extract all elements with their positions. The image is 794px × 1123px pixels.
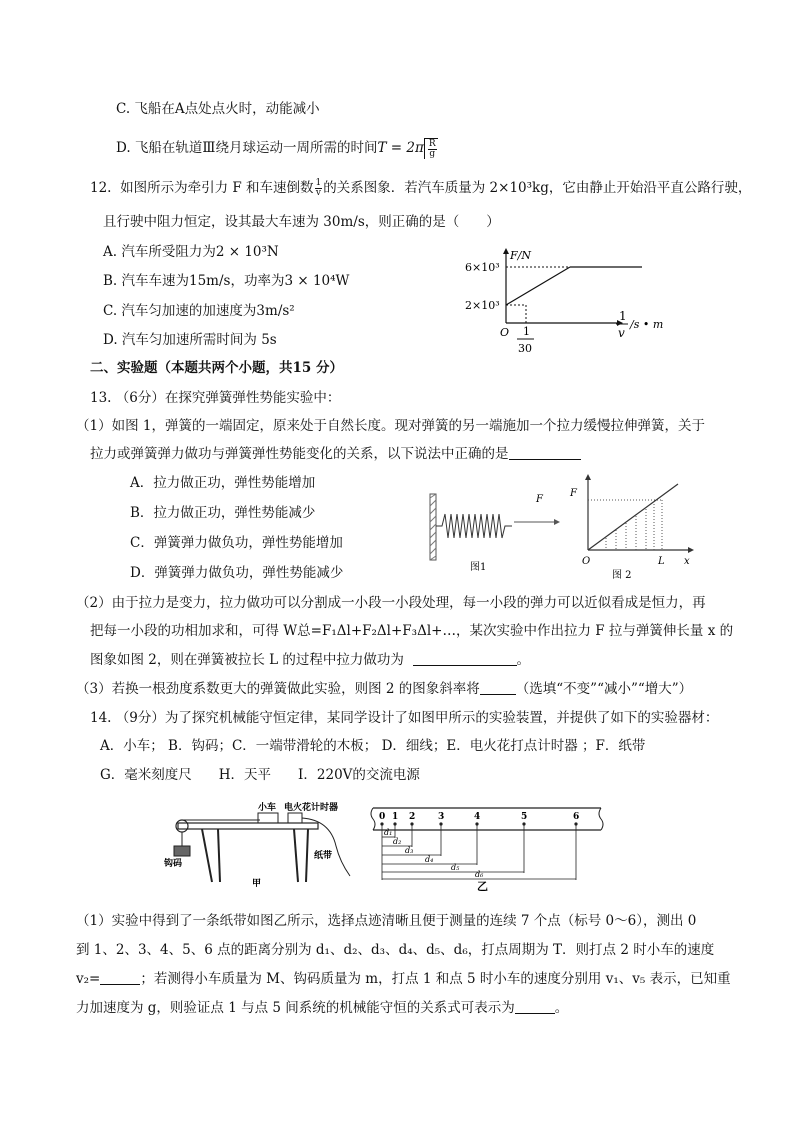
q13-p3: （3）若换一根劲度系数更大的弹簧做此实验，则图 2 的图象斜率将 （选填“不变”“减小”“增大”）: [76, 681, 693, 697]
q14-yi-point-4: 4: [474, 812, 481, 822]
q14-yi-d4: d₄: [425, 855, 434, 864]
q13-p2-answer-blank[interactable]: [413, 651, 517, 666]
q14-energy-answer-blank[interactable]: [515, 999, 555, 1014]
q14-header: 14. （9分）为了探究机械能守恒定律，某同学设计了如图甲所示的实验装置，并提供了如下的实验器材：: [90, 710, 719, 726]
q12-graph-x-tick-den: 30: [518, 342, 532, 355]
q12-force-graph: [462, 248, 672, 358]
q13-p1-answer-blank[interactable]: [509, 445, 581, 460]
q14-jia-weight-label: 钩码: [164, 859, 183, 869]
q12-option-c: C. 汽车匀加速的加速度为3m/s²: [103, 303, 295, 319]
q14-yi-d1: d₁: [384, 828, 393, 837]
q14-p1-line1: （1）实验中得到了一条纸带如图乙所示，选择点迹清晰且便于测量的连续 7 个点（标号 0～6），测出 0: [76, 913, 697, 929]
q13-fig2-x-label: x: [684, 556, 690, 567]
q14-jia-timer-label: 电火花计时器: [284, 803, 339, 813]
q14-p1-line2: 到 1、2、3、4、5、6 点的距离分别为 d₁、d₂、d₃、d₄、d₅、d₆，打点周期为 T．则打点 2 时小车的速度: [76, 942, 715, 958]
q13-p2-line2: 把每一小段的功相加求和，可得 W总=F₁Δl+F₂Δl+F₃Δl+…，某次实验中作出拉力 F 拉与弹簧伸长量 x 的: [90, 623, 734, 639]
q13-p2-line1: （2）由于拉力是变力，拉力做功可以分割成一小段一小段处理，每一小段的弹力可以近似看成是恒力，再: [76, 595, 706, 611]
q11-option-d: D. 飞船在轨道Ⅲ绕月球运动一周所需的时间T = 2π $\frac{R}{g}$: [116, 139, 436, 159]
q13-fig2-l-label: L: [658, 556, 665, 567]
q14-yi-d5: d₅: [451, 863, 460, 872]
q14-jia-caption: 甲: [252, 879, 262, 888]
q13-fig1-caption: 图1: [470, 562, 487, 573]
q13-option-d: D．弹簧弹力做负功，弹性势能减少: [130, 565, 344, 581]
q13-p3-answer-blank[interactable]: [480, 680, 516, 695]
q13-p2-line3: 图象如图 2，则在弹簧被拉长 L 的过程中拉力做功为 。: [90, 652, 531, 668]
q14-p1-line4: 力加速度为 g，则验证点 1 与点 5 间系统的机械能守恒的关系式可表示为 。: [76, 1000, 569, 1016]
q12-option-b: B. 汽车车速为15m/s，功率为3 × 10⁴W: [103, 273, 350, 289]
q14-yi-point-6: 6: [573, 812, 580, 822]
q12-graph-x-tick-num: 1: [523, 325, 530, 338]
q12-graph-x-label-den: v: [618, 326, 625, 340]
q14-yi-point-3: 3: [438, 812, 445, 822]
q13-p1-line2: 拉力或弹簧弹力做功与弹簧弹性势能变化的关系，以下说法中正确的是: [90, 444, 581, 464]
section-2-title: 二、实验题（本题共两个小题，共15 分）: [90, 360, 343, 376]
q14-jia-cart-label: 小车: [258, 803, 277, 813]
q11-option-c: C. 飞船在A点处点火时，动能减小: [116, 101, 320, 117]
q12-option-a: A. 汽车所受阻力为2 × 10³N: [103, 244, 279, 260]
q12-stem-line2: 且行驶中阻力恒定，设其最大车速为 30m/s，则正确的是（ ）: [103, 214, 500, 230]
q13-fig2-origin: O: [582, 556, 591, 567]
q14-v2-answer-blank[interactable]: [100, 970, 140, 985]
q12-inverse-v-fraction: $\frac{1}{v}$: [315, 178, 322, 198]
q13-option-b: B．拉力做正功，弹性势能减少: [130, 505, 316, 521]
q13-p1-line1: （1）如图 1，弹簧的一端固定，原来处于自然长度。现对弹簧的另一端施加一个拉力缓慢拉伸弹簧，关于: [76, 418, 705, 434]
q13-fig2-caption: 图 2: [612, 570, 632, 581]
q13-fig1-force-label: F: [536, 494, 543, 505]
q14-yi-point-0: 0: [379, 812, 386, 822]
q14-equipment-line1: A．小车； B．钩码；C．一端带滑轮的木板； D．细线；E．电火花打点计时器 ；F．纸带: [100, 738, 646, 754]
q12-graph-x-label-unit: /s • m: [630, 318, 664, 331]
q13-figure-1-spring: [428, 484, 578, 574]
q13-option-c: C．弹簧弹力做负功，弹性势能增加: [130, 535, 343, 551]
q13-fig2-y-label: F: [570, 488, 577, 499]
q14-yi-point-5: 5: [521, 812, 528, 822]
q12-stem-line1: 12. 如图所示为牵引力 F 和车速倒数 $\frac{1}{v}$ 的关系图象．若汽车质量为 2×10³kg，它由静止开始沿平直公路行驶，: [90, 178, 752, 198]
q12-graph-tick-low: 2×10³: [465, 299, 500, 312]
q14-figure-jia-apparatus: [160, 800, 360, 888]
q13-option-a: A．拉力做正功，弹性势能增加: [130, 475, 316, 491]
q12-graph-origin: O: [500, 326, 510, 339]
q14-yi-point-2: 2: [409, 812, 416, 822]
q14-yi-point-1: 1: [392, 812, 399, 822]
q13-figure-2-graph: [566, 470, 696, 582]
q14-yi-d3: d₃: [405, 846, 414, 855]
q11-d-formula: T = 2π: [377, 140, 424, 156]
q11-d-formula-fraction: $\frac{R}{g}$: [428, 139, 436, 159]
q12-graph-x-label-num: 1: [619, 309, 627, 323]
q14-yi-caption: 乙: [477, 880, 488, 892]
q14-p1-line3: v₂= ；若测得小车质量为 M、钩码质量为 m，打点 1 和点 5 时小车的速度分别用 v₁、v₅ 表示，已知重: [76, 971, 731, 987]
q12-option-d: D. 汽车匀加速所需时间为 5s: [103, 332, 277, 348]
q14-figure-yi-tape: [365, 802, 615, 892]
q14-jia-tape-label: 纸带: [314, 851, 333, 861]
q14-yi-d2: d₂: [393, 837, 402, 846]
q12-graph-tick-high: 6×10³: [465, 261, 500, 274]
q12-graph-y-label: F/N: [510, 249, 531, 262]
q13-header: 13. （6分）在探究弹簧弹性势能实验中：: [90, 390, 341, 406]
q14-equipment-line2: G．毫米刻度尺 H．天平 I．220V的交流电源: [100, 767, 420, 783]
q14-yi-d6: d₆: [475, 870, 484, 879]
